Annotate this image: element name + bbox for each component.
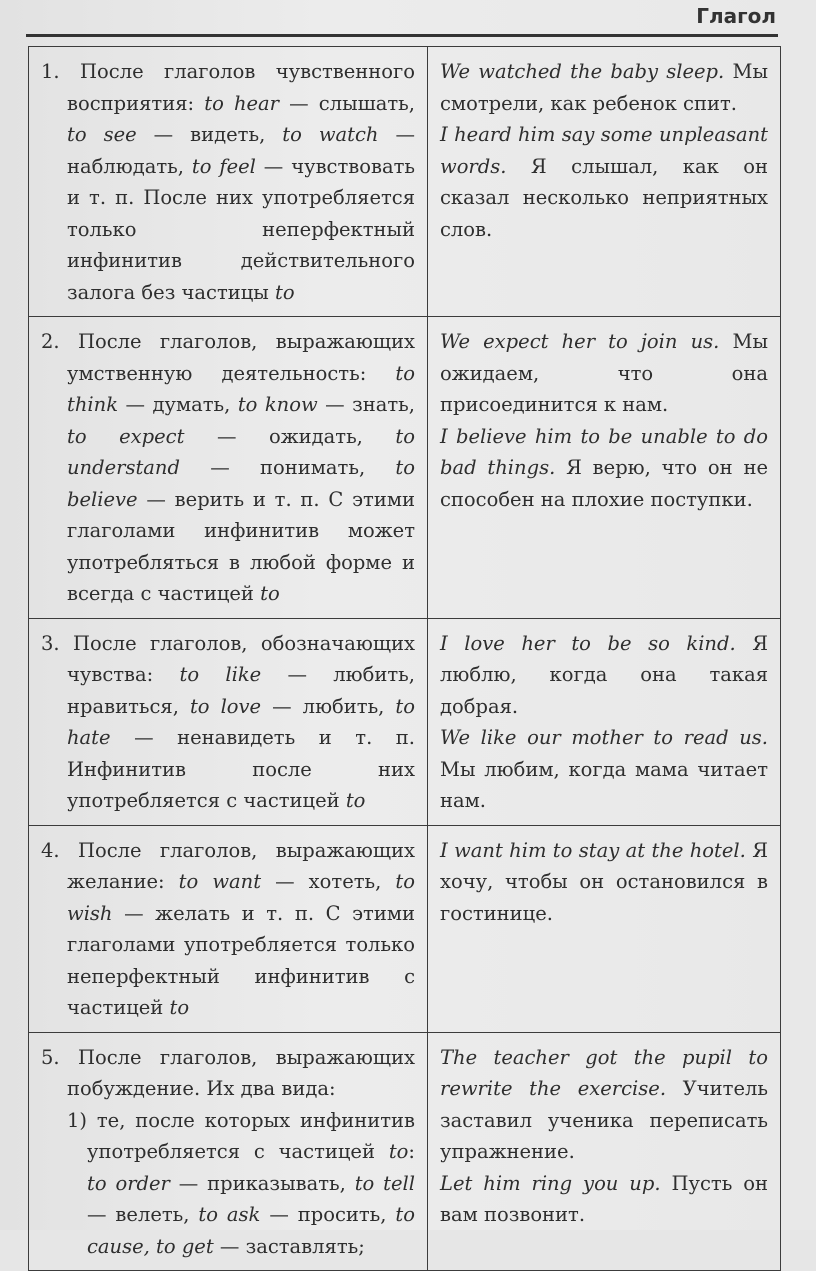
term-italic: to like (179, 663, 262, 686)
text-segment: те, после которых инфинитив употребляется с частицей (87, 1108, 415, 1163)
text-segment: Мы ожидаем, что она присоединится к нам. (440, 330, 768, 416)
text-segment: После глаголов, выражающих желание: (67, 838, 415, 893)
example-sentence (440, 326, 768, 421)
rule-text (29, 1033, 427, 1271)
text-segment: : (408, 1140, 415, 1163)
term-italic: to know (237, 393, 318, 416)
text-segment: Мы любим, когда мама читает нам. (440, 757, 768, 812)
examples (428, 47, 780, 253)
text-segment: Я слышал, как он сказал несколько неприятных слов. (440, 154, 768, 241)
example-sentence (440, 835, 768, 930)
header-rule (26, 34, 778, 37)
term-italic: to tell (354, 1171, 415, 1195)
text-segment: — чувствовать и т. п. После них употребляется только неперфектный инфинитив действительного залога без частицы (67, 154, 415, 304)
rule-number: 2. (41, 330, 60, 353)
term-italic: to cause, to get (87, 1203, 415, 1258)
term-italic: to ask (198, 1203, 261, 1226)
text-segment: Мы смотрели, как ребенок спит. (440, 60, 768, 115)
text-segment: — приказывать, (169, 1171, 355, 1195)
term-italic: We like our mother to read us. (440, 726, 768, 749)
rule-number: 5. (41, 1045, 60, 1069)
text-segment: Пусть он вам позвонит. (440, 1171, 768, 1226)
table-row (29, 1032, 781, 1271)
text-segment: После глаголов, выражающих побуждение. Их два вида: (67, 1045, 415, 1100)
term-italic: to see (67, 123, 137, 146)
term-italic: to (388, 1140, 409, 1163)
text-segment: — верить и т. п. С этими глаголами инфинитив может употребляться в любой форме и всегда с частицей (67, 487, 415, 605)
text-segment: Учитель заставил ученика переписать упражнение. (440, 1077, 768, 1163)
rule-text (29, 826, 427, 1032)
term-italic: to want (178, 870, 262, 893)
examples (428, 1033, 780, 1239)
example-cell (428, 317, 781, 619)
term-italic: to hate (67, 694, 415, 749)
term-italic: to hear (204, 91, 280, 115)
text-segment: — хотеть, (261, 870, 396, 893)
infinitive-usage-table (28, 46, 781, 1271)
text-segment: — заставлять; (213, 1234, 365, 1258)
text-segment: — думать, (118, 393, 238, 416)
examples (428, 619, 780, 825)
rule-text (29, 619, 427, 825)
example-cell (428, 47, 781, 317)
term-italic: to feel (191, 154, 256, 178)
term-italic: to (260, 582, 280, 605)
term-italic: to believe (67, 456, 415, 511)
text-segment: После глаголов, обозначающих чувства: (67, 631, 415, 686)
text-segment: — любить, (261, 694, 396, 718)
text-segment: — видеть, (136, 123, 283, 146)
example-cell (428, 618, 781, 825)
text-segment: — наблюдать, (67, 123, 415, 178)
table-row (29, 618, 781, 825)
term-italic: to order (87, 1171, 170, 1195)
term-italic: Let him ring you up. (440, 1171, 661, 1195)
sub-rule (67, 1105, 415, 1263)
term-italic: I heard him say some unpleasant words. (440, 123, 768, 178)
term-italic: to understand (67, 424, 415, 479)
text-segment: — ожидать, (184, 424, 396, 448)
text-segment: После глаголов, выражающих умственную деятельность: (67, 330, 415, 385)
rule-cell (29, 1032, 428, 1271)
text-segment: — просить, (260, 1203, 396, 1226)
example-sentence (440, 56, 768, 119)
example-sentence (440, 1168, 768, 1231)
text-segment: — ненавидеть и т. п. Инфинитив после них употребляется с частицей (67, 726, 415, 812)
term-italic: I believe him to be unable to do bad things. (440, 424, 768, 479)
rule-text (29, 317, 427, 618)
rule-cell (29, 317, 428, 619)
text-segment: После глаголов чувственного восприятия: (67, 60, 416, 115)
term-italic: to think (67, 361, 415, 416)
text-segment: — желать и т. п. С этими глаголами употребляется только неперфектный инфинитив с частицей (67, 901, 415, 1019)
term-italic: I want him to stay at the hotel. (440, 838, 746, 862)
table-row (29, 317, 781, 619)
term-italic: to (275, 280, 295, 304)
sub-rule-number: 1) (67, 1108, 88, 1132)
example-sentence (440, 722, 768, 817)
rule-cell (29, 825, 428, 1032)
rule-number: 4. (41, 838, 60, 862)
example-sentence (440, 421, 768, 516)
rule-number: 3. (41, 631, 60, 655)
text-segment: Я люблю, когда она такая добрая. (440, 631, 768, 718)
example-sentence (440, 628, 768, 723)
term-italic: I love her to be so kind. (440, 631, 736, 655)
rule-cell (29, 47, 428, 317)
term-italic: We expect her to join us. (440, 330, 720, 353)
rule-cell (29, 618, 428, 825)
term-italic: to love (189, 694, 262, 718)
table-body (29, 47, 781, 1271)
example-sentence (440, 119, 768, 245)
example-cell (428, 1032, 781, 1271)
term-italic: to expect (67, 424, 185, 448)
table-row (29, 825, 781, 1032)
term-italic: to (345, 789, 366, 812)
examples (428, 826, 780, 938)
text-segment: — любить, нравиться, (67, 663, 415, 718)
rule-number: 1. (41, 60, 60, 83)
text-segment: Я хочу, чтобы он остановился в гостинице. (440, 838, 768, 925)
text-segment: Я верю, что он не способен на плохие поступки. (440, 456, 768, 511)
term-italic: to wish (67, 870, 415, 925)
text-segment: — велеть, (87, 1203, 199, 1226)
text-segment: — слышать, (279, 91, 415, 115)
running-header-title: Глагол (696, 4, 776, 28)
text-segment: — понимать, (179, 456, 396, 479)
term-italic: to (169, 996, 190, 1019)
term-italic: to watch (282, 123, 379, 146)
text-segment: — знать, (317, 393, 415, 416)
example-cell (428, 825, 781, 1032)
term-italic: The teacher got the pupil to rewrite the exercise. (440, 1045, 768, 1100)
term-italic: We watched the baby sleep. (440, 60, 725, 83)
examples (428, 317, 780, 523)
example-sentence (440, 1042, 768, 1168)
rule-text (29, 47, 427, 316)
table-row (29, 47, 781, 317)
